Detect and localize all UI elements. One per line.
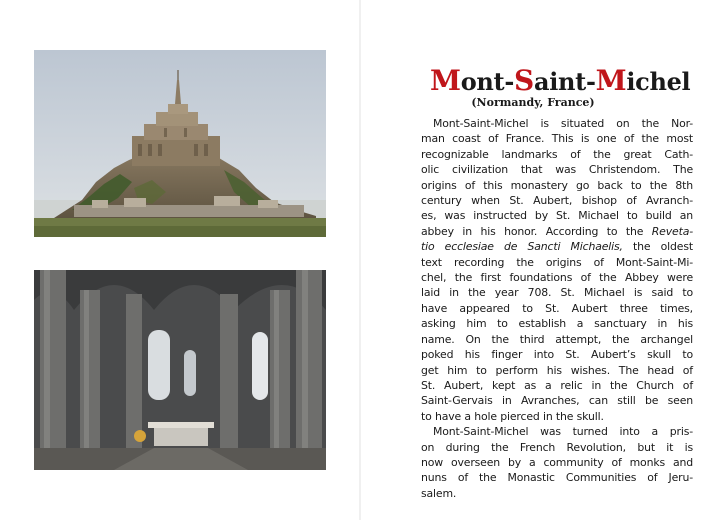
- text-line: get him to perform his wishes. The head of: [421, 363, 693, 377]
- text-line: poked his finger into St. Aubert’s skull to: [421, 348, 693, 362]
- text-line: century when St. Aubert, bishop of Avranch-: [421, 194, 693, 208]
- title-text: ont-: [460, 67, 515, 96]
- text-line: text recording the origins of Mont-Saint-Mi-: [421, 255, 693, 269]
- text-line: origins of this monastery go back to the 8th: [421, 178, 693, 192]
- text-line: have appeared to St. Aubert three times,: [421, 301, 693, 315]
- text-line: chel, the first foundations of the Abbey were: [421, 271, 693, 285]
- text-line: now overseen by a community of monks and: [421, 455, 693, 469]
- text-fragment: abbey in his honor. According to the: [421, 224, 644, 238]
- text-line: laid in the year 708. St. Michael is said to: [421, 286, 693, 300]
- title-initial-s: S: [514, 64, 534, 97]
- page-gutter: [359, 0, 361, 520]
- abbey-nave-interior-photo: [34, 270, 326, 470]
- text-line: olic civilization that was Christendom. The: [421, 163, 693, 177]
- title-text: ichel: [626, 67, 691, 96]
- text-line: on during the French Revolution, but it is: [421, 440, 693, 454]
- title-initial-m: M: [430, 64, 461, 97]
- text-fragment-italic: tio ecclesiae de Sancti Michaelis,: [421, 240, 623, 254]
- text-line: to have a hole pierced in the skull.: [421, 409, 604, 423]
- text-line: Mont-Saint-Michel is situated on the Nor-: [433, 117, 693, 130]
- text-fragment: the oldest: [622, 240, 693, 254]
- text-line: recognizable landmarks of the great Cath-: [421, 147, 693, 161]
- text-line: [421, 224, 693, 239]
- page-subtitle: (Normandy, France): [471, 96, 595, 109]
- mont-saint-michel-photo: [34, 50, 326, 237]
- title-text: aint-: [533, 67, 596, 96]
- body-text: [421, 116, 693, 501]
- text-line: salem.: [421, 486, 457, 500]
- text-line: St. Aubert, kept as a relic in the Church of: [421, 378, 693, 392]
- text-line: nuns of the Monastic Communities of Jeru-: [421, 471, 693, 485]
- text-line: asking him to establish a sanctuary in his: [421, 317, 693, 331]
- text-line: name. On the third attempt, the archangel: [421, 332, 693, 346]
- page-title: [430, 64, 691, 97]
- text-line: Mont-Saint-Michel was turned into a pris-: [433, 425, 693, 439]
- text-line: [421, 239, 693, 254]
- text-line: Saint-Gervais in Avranches, can still be seen: [421, 394, 693, 408]
- text-fragment-italic: Reveta-: [651, 224, 694, 238]
- title-initial-m: M: [595, 64, 627, 97]
- text-line: man coast of France. This is one of the most: [421, 132, 693, 146]
- text-line: es, was instructed by St. Michael to build an: [421, 209, 693, 223]
